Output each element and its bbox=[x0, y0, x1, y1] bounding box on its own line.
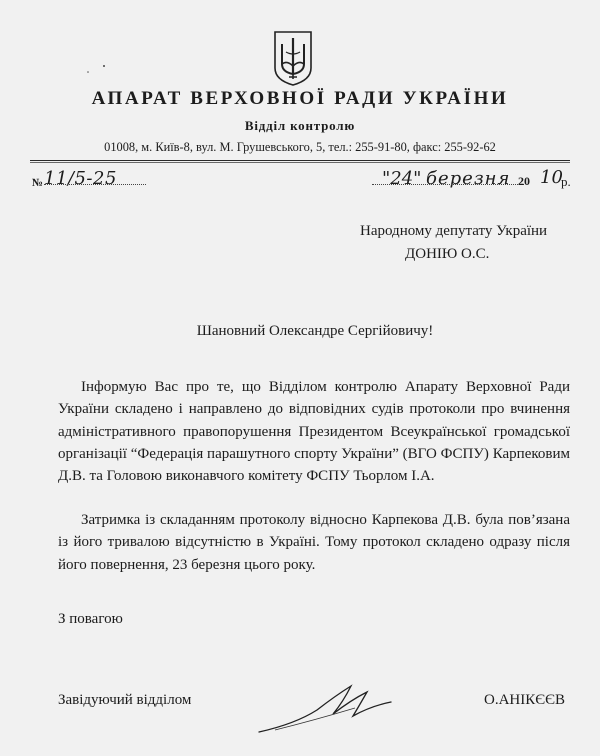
registration-number: 11/5-25 bbox=[44, 168, 117, 189]
salutation: Шановний Олександре Сергійовичу! bbox=[196, 323, 434, 339]
organization-address: 01008, м. Київ-8, вул. М. Грушевського, 5, тел.: 255-91-80, факс: 255-92-62 bbox=[104, 140, 496, 154]
signatory-name: О.АНІКЄЄВ bbox=[484, 692, 566, 708]
addressee-title: Народному депутату України bbox=[360, 223, 548, 239]
header-divider-secondary bbox=[30, 162, 570, 163]
date-year-abbrev: р. bbox=[561, 174, 571, 189]
date-underline bbox=[372, 184, 524, 185]
closing-regards: З повагою bbox=[58, 611, 123, 627]
tryzub-emblem-icon bbox=[272, 30, 314, 86]
registration-number-label: № bbox=[32, 177, 44, 189]
handwritten-signature bbox=[255, 680, 395, 736]
date-month: березня bbox=[426, 168, 511, 189]
signatory-title: Завідуючий відділом bbox=[58, 692, 192, 708]
registration-number-underline bbox=[44, 184, 146, 185]
date-day: "24" bbox=[382, 168, 422, 189]
addressee-name: ДОНІЮ О.С. bbox=[405, 246, 490, 262]
body-paragraph-2: Затримка із складанням протоколу відносно Карпекова Д.В. була пов’язана із його тривалою відсутністю в Україні. Тому протокол складено одразу після його повернення, 23 березня цього року. bbox=[58, 512, 570, 573]
registration-line bbox=[30, 167, 571, 194]
date-year-suffix: 10 bbox=[540, 167, 563, 188]
department-name: Відділ контролю bbox=[244, 118, 356, 133]
date-year-prefix: 20 bbox=[518, 174, 530, 188]
body-paragraph-1: Інформую Вас про те, що Відділом контролю Апарату Верховної Ради України складено і направлено до відповідних судів протоколи про вчинення адміністративного правопорушення Президентом Всеукраїнської громадської організації “Федерація парашутного спорту України” (ВГО ФСПУ) Карпековим Д.В. та Головою виконавчого комітету ФСПУ Тьорлом І.А. bbox=[58, 379, 570, 485]
header-divider bbox=[30, 160, 570, 161]
organization-title: АПАРАТ ВЕРХОВНОЇ РАДИ УКРАЇНИ bbox=[91, 88, 509, 109]
